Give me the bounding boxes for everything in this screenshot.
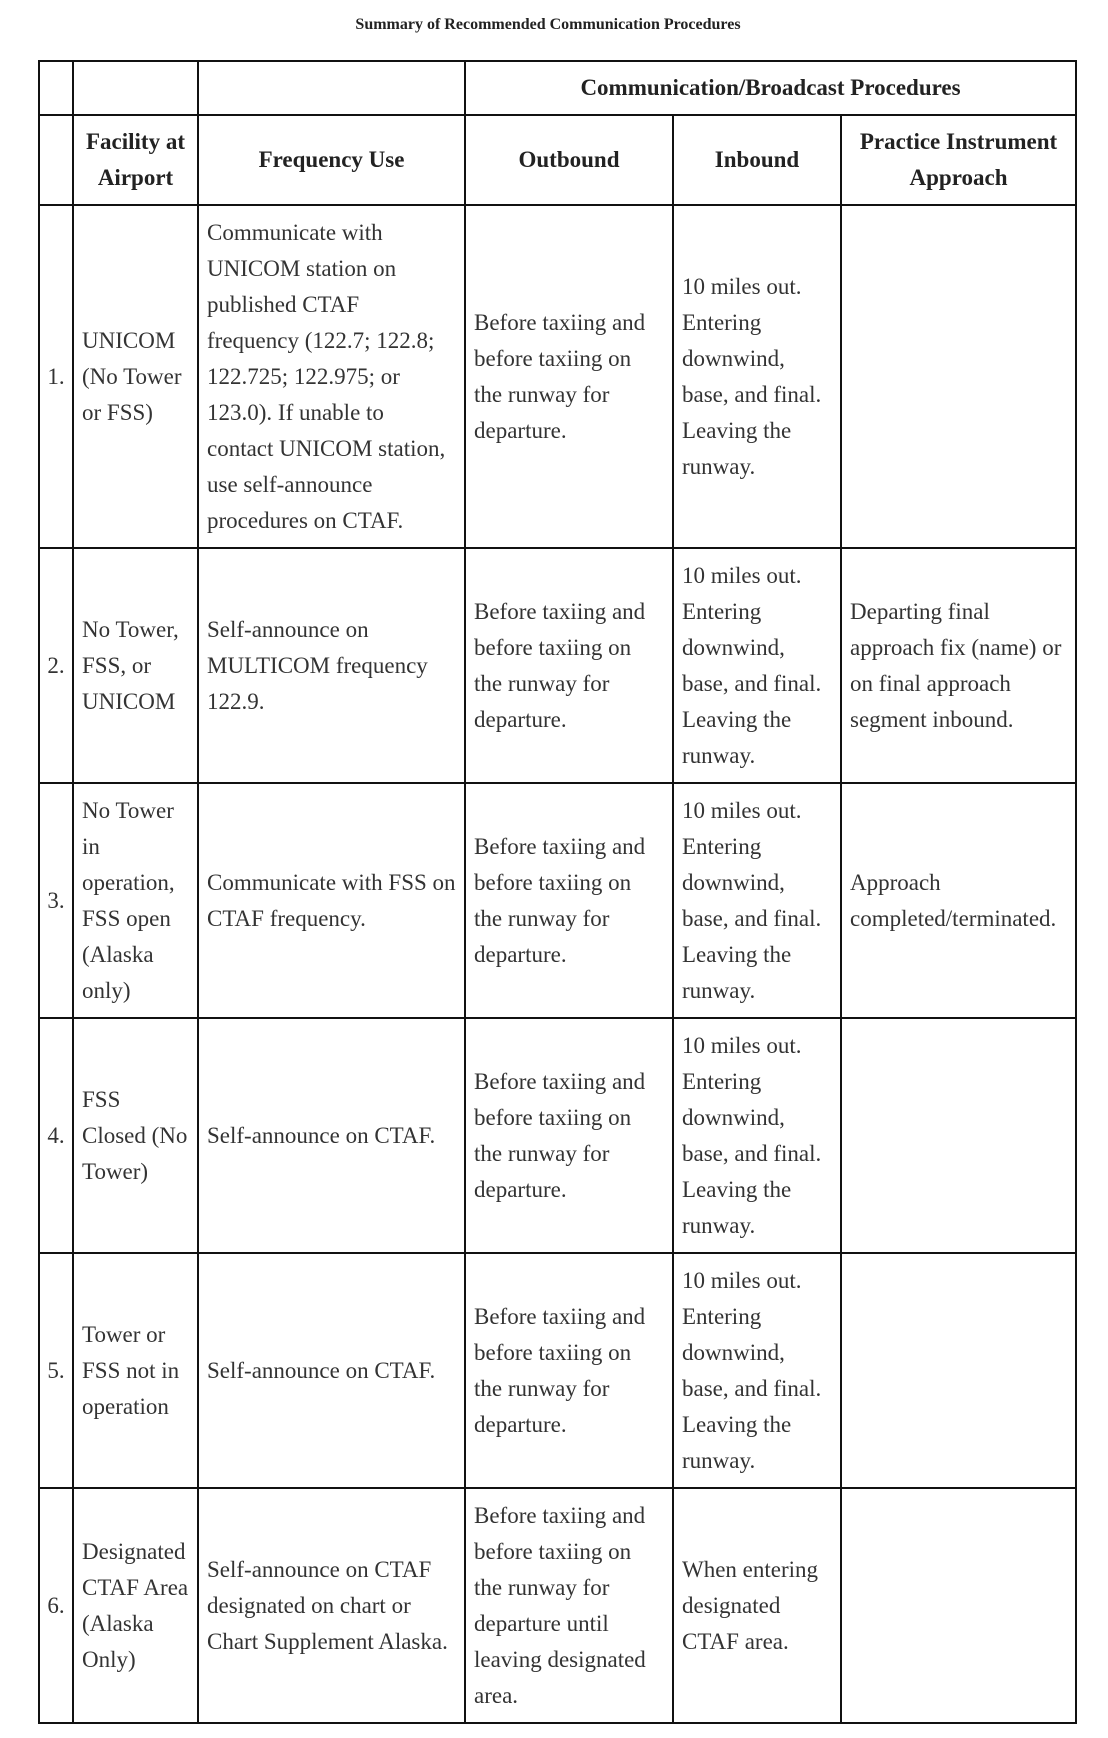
- document-title: Summary of Recommended Communication Procedures: [355, 16, 741, 33]
- header-number-spacer: [39, 61, 73, 115]
- practice-cell: [841, 1488, 1076, 1723]
- frequency-cell: Self‑announce on MULTICOM frequency 122.9.: [198, 548, 465, 783]
- inbound-cell: 10 miles out. Entering downwind, base, and final. Leaving the runway.: [673, 205, 841, 548]
- header-frequency-use: Frequency Use: [198, 115, 465, 205]
- practice-cell: [841, 1253, 1076, 1488]
- table-row: [39, 1253, 1076, 1488]
- inbound-cell: When entering designated CTAF area.: [673, 1488, 841, 1723]
- outbound-cell: Before taxiing and before taxiing on the runway for departure.: [465, 1253, 673, 1488]
- table-row: [39, 548, 1076, 783]
- table-group-header-row: [39, 61, 1076, 115]
- outbound-cell: Before taxiing and before taxiing on the runway for departure.: [465, 1018, 673, 1253]
- facility-cell: UNICOM (No Tower or FSS): [73, 205, 198, 548]
- row-number: 6.: [39, 1488, 73, 1723]
- frequency-cell: Self‑announce on CTAF designated on chart or Chart Supplement Alaska.: [198, 1488, 465, 1723]
- facility-cell: No Tower, FSS, or UNICOM: [73, 548, 198, 783]
- inbound-cell: 10 miles out. Entering downwind, base, and final. Leaving the runway.: [673, 783, 841, 1018]
- table-row: [39, 205, 1076, 548]
- row-number: 2.: [39, 548, 73, 783]
- table-row: [39, 1488, 1076, 1723]
- header-number: [39, 115, 73, 205]
- facility-cell: FSS Closed (No Tower): [73, 1018, 198, 1253]
- header-frequency-spacer: [198, 61, 465, 115]
- header-communication-broadcast-procedures: Communication/Broadcast Procedures: [465, 61, 1076, 115]
- row-number: 1.: [39, 205, 73, 548]
- outbound-cell: Before taxiing and before taxiing on the runway for departure.: [465, 783, 673, 1018]
- header-inbound: Inbound: [673, 115, 841, 205]
- facility-cell: Tower or FSS not in operation: [73, 1253, 198, 1488]
- practice-cell: [841, 205, 1076, 548]
- facility-cell: No Tower in operation, FSS open (Alaska only): [73, 783, 198, 1018]
- header-facility-at-airport: Facility at Airport: [73, 115, 198, 205]
- frequency-cell: Communicate with UNICOM station on published CTAF frequency (122.7; 122.8; 122.725; 122.975; or 123.0). If unable to contact UNICOM station, use self‑announce procedures on CTAF.: [198, 205, 465, 548]
- frequency-cell: Communicate with FSS on CTAF frequency.: [198, 783, 465, 1018]
- facility-cell: Designated CTAF Area (Alaska Only): [73, 1488, 198, 1723]
- practice-cell: [841, 1018, 1076, 1253]
- inbound-cell: 10 miles out. Entering downwind, base, and final. Leaving the runway.: [673, 1253, 841, 1488]
- table-row: [39, 1018, 1076, 1253]
- inbound-cell: 10 miles out. Entering downwind, base, and final. Leaving the runway.: [673, 1018, 841, 1253]
- frequency-cell: Self‑announce on CTAF.: [198, 1018, 465, 1253]
- practice-cell: Departing final approach fix (name) or on final approach segment inbound.: [841, 548, 1076, 783]
- table-column-header-row: [39, 115, 1076, 205]
- row-number: 3.: [39, 783, 73, 1018]
- inbound-cell: 10 miles out. Entering downwind, base, and final. Leaving the runway.: [673, 548, 841, 783]
- table-row: [39, 783, 1076, 1018]
- outbound-cell: Before taxiing and before taxiing on the runway for departure.: [465, 548, 673, 783]
- practice-cell: Approach completed/terminated.: [841, 783, 1076, 1018]
- row-number: 5.: [39, 1253, 73, 1488]
- header-facility-spacer: [73, 61, 198, 115]
- outbound-cell: Before taxiing and before taxiing on the runway for departure until leaving designated area.: [465, 1488, 673, 1723]
- header-outbound: Outbound: [465, 115, 673, 205]
- outbound-cell: Before taxiing and before taxiing on the runway for departure.: [465, 205, 673, 548]
- frequency-cell: Self‑announce on CTAF.: [198, 1253, 465, 1488]
- row-number: 4.: [39, 1018, 73, 1253]
- procedures-table: [38, 60, 1077, 1724]
- header-practice-instrument-approach: Practice Instrument Approach: [841, 115, 1076, 205]
